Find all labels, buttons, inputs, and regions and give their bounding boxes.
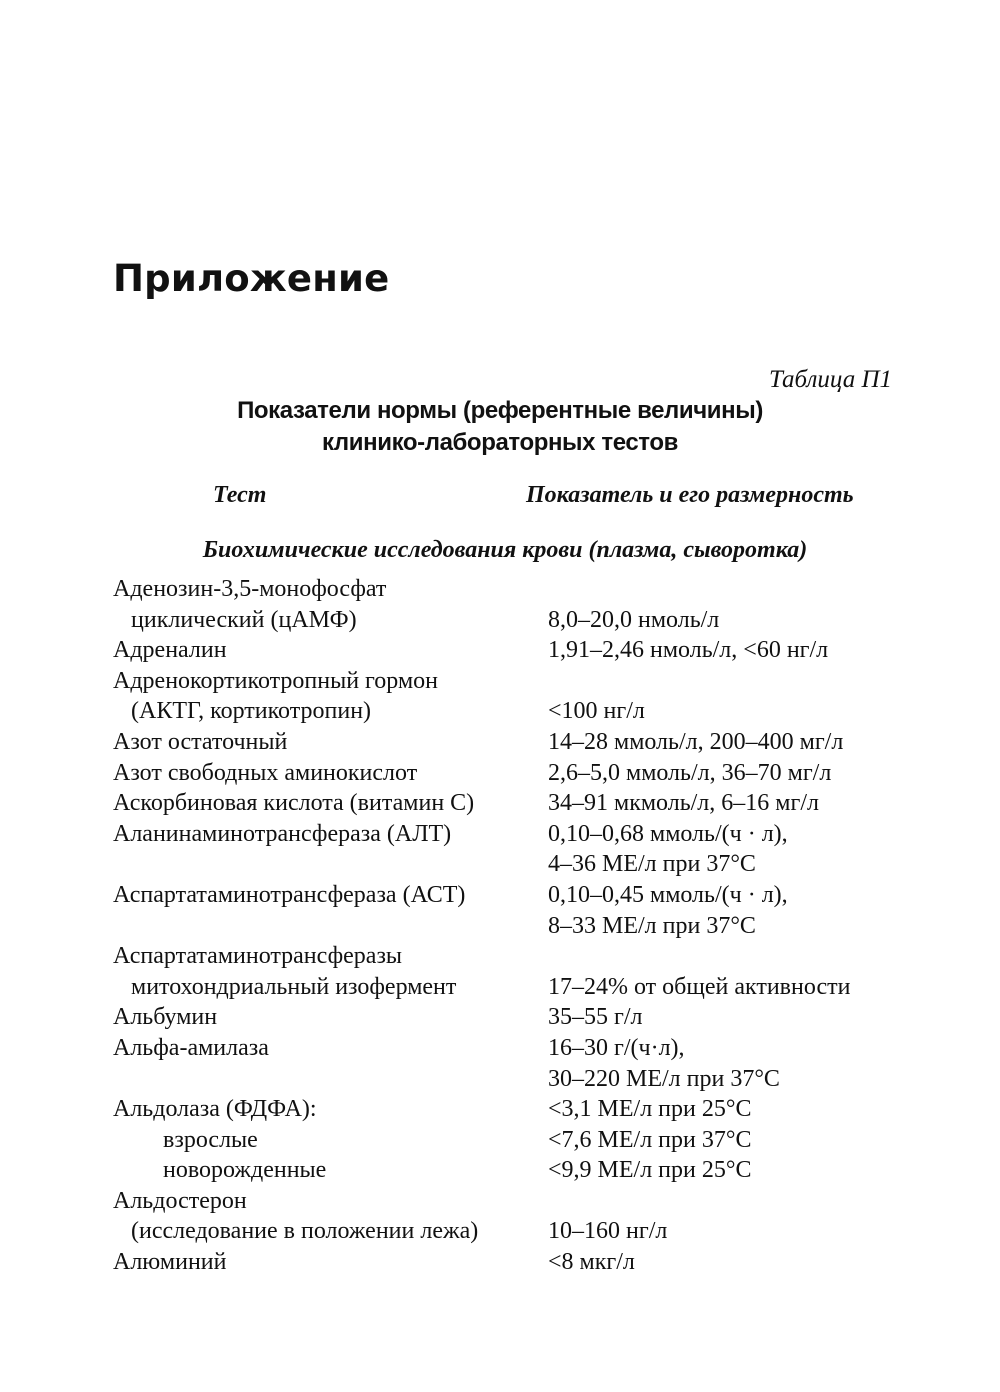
table-title-line-2: клинико-лабораторных тестов [322, 429, 678, 456]
table-row [113, 635, 893, 666]
test-name: Аланинаминотрансфераза (АЛТ) [113, 820, 452, 847]
test-name: Альбумин [113, 1004, 218, 1031]
table-row [113, 880, 893, 911]
table-row [113, 941, 893, 972]
table-row [113, 1125, 893, 1156]
test-name: Азот остаточный [113, 728, 288, 755]
table-row [113, 1186, 893, 1217]
test-value: 10–160 нг/л [548, 1218, 668, 1245]
test-value: 1,91–2,46 нмоль/л, <60 нг/л [548, 637, 829, 664]
chapter-title: Приложение [113, 257, 390, 300]
test-value: <8 мкг/л [548, 1249, 635, 1276]
test-value: 34–91 мкмоль/л, 6–16 мг/л [548, 790, 819, 817]
table-row [113, 819, 893, 850]
test-value [548, 1186, 893, 1217]
test-name: Аспартатаминотрансферазы [113, 943, 403, 970]
test-value: 30–220 МЕ/л при 37°С [548, 1065, 780, 1092]
table-row [113, 1094, 893, 1125]
table-row [113, 1033, 893, 1064]
table-row [113, 758, 893, 789]
test-name: Аденозин-3,5-монофосфат [113, 576, 387, 602]
test-name: Адреналин [113, 637, 227, 664]
test-value: 16–30 г/(ч·л), [548, 1034, 685, 1061]
test-name: циклический (цАМФ) [131, 606, 357, 633]
test-name: взрослые [163, 1126, 258, 1153]
table-number: Таблица П1 [769, 366, 892, 393]
table-row [113, 1247, 893, 1278]
test-value [548, 666, 893, 697]
test-name [113, 911, 548, 942]
test-value: <3,1 МЕ/л при 25°С [548, 1096, 752, 1123]
test-name: Альдостерон [113, 1187, 247, 1214]
test-value: 8,0–20,0 нмоль/л [548, 606, 720, 633]
test-name: митохондриальный изофермент [131, 973, 457, 1000]
reference-table-body [113, 574, 893, 1278]
test-value: 14–28 ммоль/л, 200–400 мг/л [548, 728, 844, 755]
test-name: Аспартатаминотрансфераза (АСТ) [113, 881, 466, 908]
table-row [113, 605, 893, 636]
test-name: новорожденные [163, 1157, 327, 1184]
test-value: 17–24% от общей активности [548, 973, 851, 1000]
test-value: <7,6 МЕ/л при 37°С [548, 1126, 752, 1153]
test-name: (исследование в положении лежа) [131, 1218, 479, 1245]
test-value: 0,10–0,45 ммоль/(ч · л), [548, 881, 788, 908]
test-value: 35–55 г/л [548, 1004, 643, 1031]
test-value [548, 941, 893, 972]
test-value: <9,9 МЕ/л при 25°С [548, 1157, 752, 1184]
section-heading: Биохимические исследования крови (плазма, сыворотка) [202, 537, 808, 563]
test-name: Азот свободных аминокислот [113, 759, 418, 786]
table-row [113, 972, 893, 1003]
table-title-line-1: Показатели нормы (референтные величины) [237, 397, 763, 424]
table-row [113, 696, 893, 727]
table-row [113, 666, 893, 697]
test-name [113, 1064, 548, 1095]
table-row [113, 727, 893, 758]
table-row [113, 849, 893, 880]
table-row [113, 1155, 893, 1186]
table-title [0, 395, 1000, 459]
table-row [113, 574, 893, 605]
test-name: Альфа-амилаза [113, 1034, 269, 1061]
table-row [113, 788, 893, 819]
table-row [113, 1002, 893, 1033]
test-name [113, 849, 548, 880]
test-value: 2,6–5,0 ммоль/л, 36–70 мг/л [548, 759, 832, 786]
test-value: 8–33 МЕ/л при 37°С [548, 912, 756, 939]
test-name: (АКТГ, кортикотропин) [131, 698, 372, 725]
table-row [113, 1064, 893, 1095]
column-header-test: Тест [213, 482, 267, 508]
test-value [548, 574, 893, 605]
test-name: Альдолаза (ФДФА): [113, 1096, 317, 1123]
test-name: Адренокортикотропный гормон [113, 667, 438, 694]
test-name: Алюминий [113, 1249, 227, 1276]
table-row [113, 1216, 893, 1247]
test-value: 4–36 МЕ/л при 37°С [548, 851, 756, 878]
column-header-value: Показатель и его размерность [526, 482, 854, 508]
test-name: Аскорбиновая кислота (витамин С) [113, 790, 475, 817]
table-row [113, 911, 893, 942]
test-value: 0,10–0,68 ммоль/(ч · л), [548, 820, 788, 847]
test-value: <100 нг/л [548, 698, 645, 725]
